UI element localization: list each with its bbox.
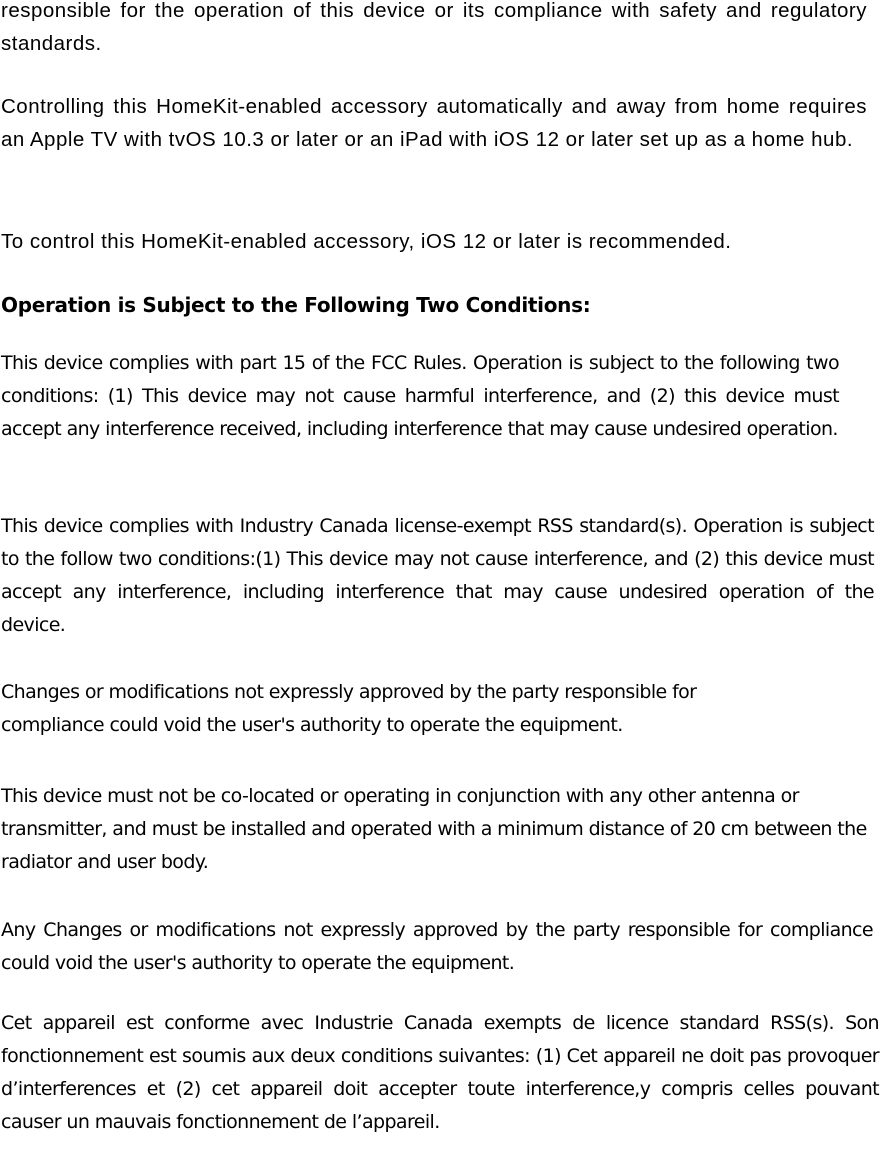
paragraph-french-notice: Cet appareil est conforme avec Industrie Canada exempts de licence standard RSS(s). Son fonctionnement est soumis aux deux conditions suivantes: (1) Cet appareil ne doit pas provoquer d’interferences et (2) cet appareil doit accepter toute interference,y compris celles pouvant causer un mauvais fonctionnement de l’appareil. xyxy=(1,1012,879,1133)
paragraph-fcc-rules: This device complies with part 15 of the FCC Rules. Operation is subject to the following two conditions: (1) This device may not cause harmful interference, and (2) this device must accept any interference received, including interference that may cause undesired operation. xyxy=(1,352,839,440)
paragraph-co-location: This device must not be co-located or operating in conjunction with any other antenna or transmitter, and must be installed and operated with a minimum distance of 20 cm between the radiator and user body. xyxy=(1,785,867,873)
paragraph-homekit-hub: Controlling this HomeKit-enabled accessory automatically and away from home requires an Apple TV with tvOS 10.3 or later or an iPad with iOS 12 or later set up as a home hub. xyxy=(1,95,867,151)
paragraph-industry-canada: This device complies with Industry Canada license-exempt RSS standard(s). Operation is subject to the follow two conditions:(1) This device may not cause interference, and (2) this device must accept any interference, including interference that may cause undesired operation of the device. xyxy=(1,515,874,636)
heading-two-conditions: Operation is Subject to the Following Two Conditions: xyxy=(1,293,591,317)
paragraph-safety-standards: responsible for the operation of this device or its compliance with safety and regulatory standards. xyxy=(1,0,867,55)
paragraph-any-changes: Any Changes or modifications not expressly approved by the party responsible for compliance could void the user's authority to operate the equipment. xyxy=(1,919,873,974)
paragraph-homekit-ios: To control this HomeKit-enabled accessory, iOS 12 or later is recommended. xyxy=(1,230,732,253)
paragraph-changes-modifications: Changes or modifications not expressly approved by the party responsible for compliance could void the user's authority to operate the equipment. xyxy=(1,681,697,736)
